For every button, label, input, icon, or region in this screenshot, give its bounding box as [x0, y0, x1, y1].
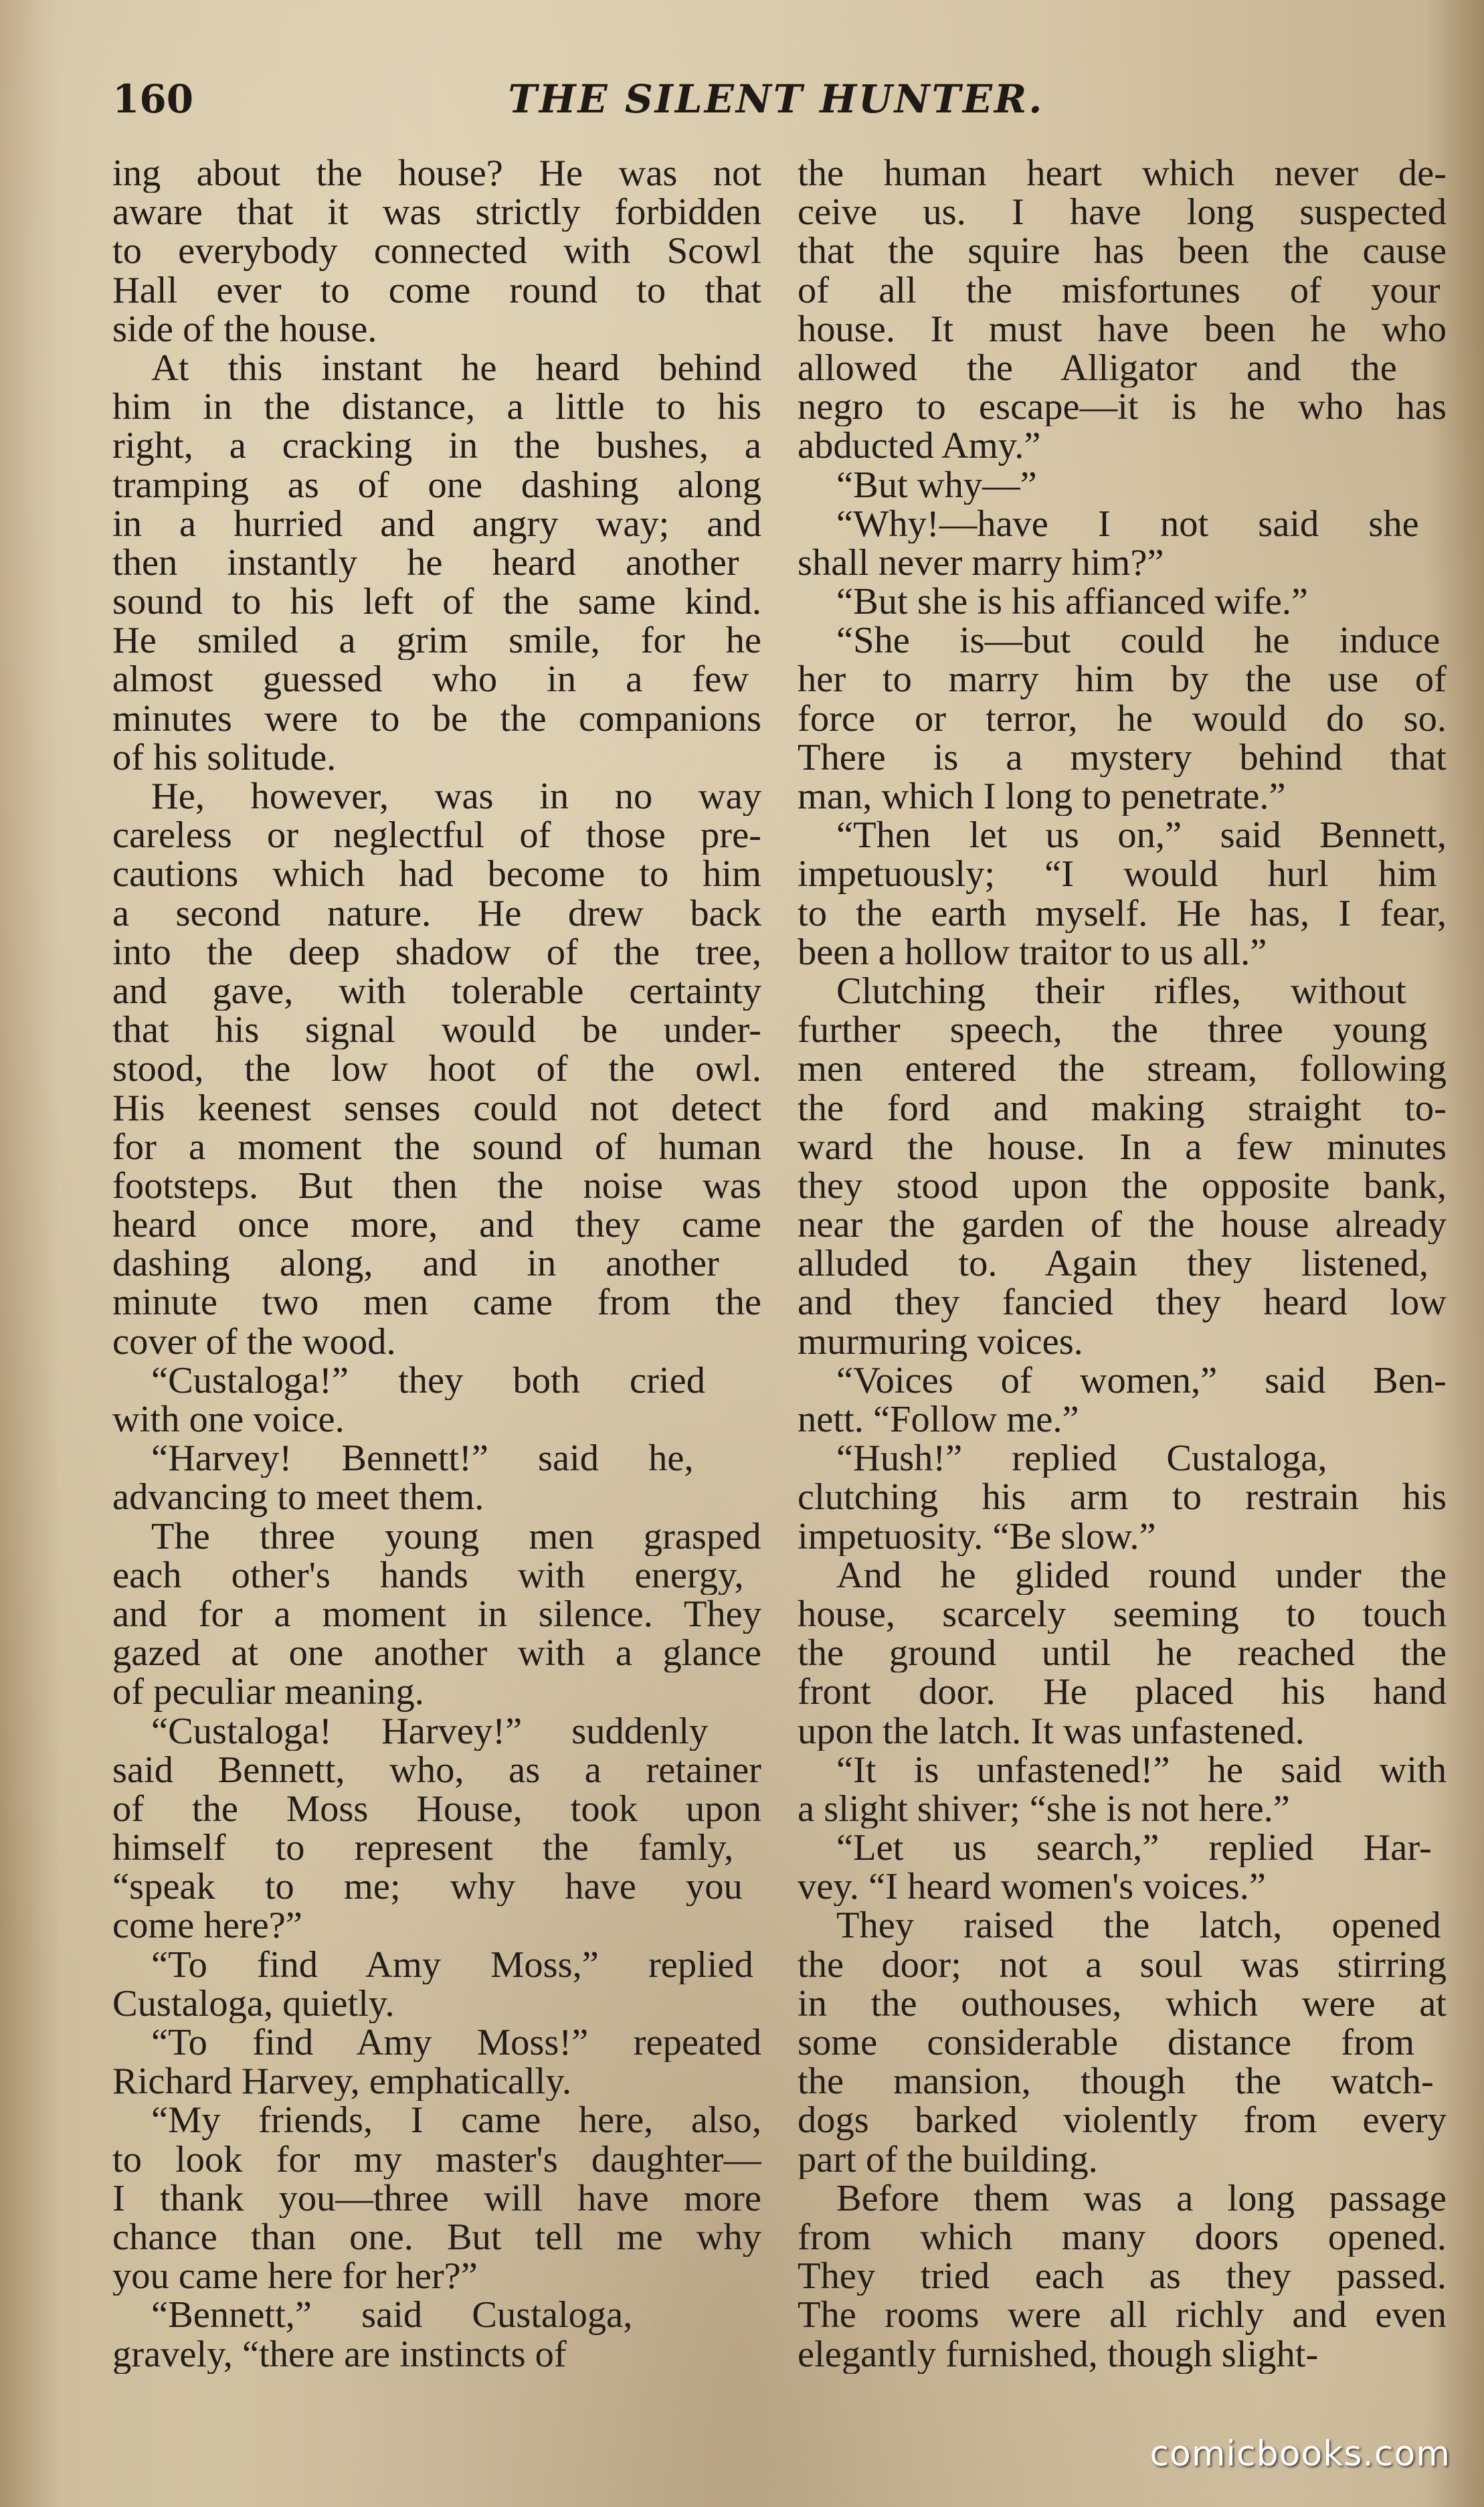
- text-line: ing about the house? He was not: [112, 154, 761, 193]
- text-line: man, which I long to penetrate.”: [798, 777, 1286, 816]
- text-line: come here?”: [112, 1906, 302, 1946]
- text-line: “To find Amy Moss!” repeated: [151, 2023, 761, 2063]
- text-line: the human heart which never de-: [798, 154, 1447, 193]
- text-line: to look for my master's daughter—: [112, 2140, 761, 2179]
- text-line: murmuring voices.: [798, 1322, 1083, 1361]
- text-line: Before them was a long passage: [836, 2178, 1447, 2218]
- text-line: further speech, the three young: [798, 1011, 1428, 1050]
- text-line: careless or neglectful of those pre-: [112, 816, 761, 855]
- text-line: that the squire has been the cause: [798, 232, 1447, 271]
- text-line: part of the building.: [798, 2140, 1098, 2179]
- text-line: been a hollow traitor to us all.”: [798, 932, 1267, 972]
- watermark: comicbooks.com: [1149, 2434, 1451, 2474]
- text-line: “But why—”: [836, 465, 1037, 505]
- text-line: to everybody connected with Scowl: [112, 232, 761, 271]
- text-line: chance than one. But tell me why: [112, 2217, 761, 2257]
- text-line: “To find Amy Moss,” replied: [151, 1945, 753, 1984]
- text-line: There is a mystery behind that: [798, 738, 1447, 777]
- page-number: 160: [112, 76, 194, 122]
- text-line: the ford and making straight to-: [798, 1088, 1447, 1128]
- text-line: clutching his arm to restrain his: [798, 1478, 1447, 1517]
- text-line: some considerable distance from: [798, 2023, 1415, 2063]
- text-line: gazed at one another with a glance: [112, 1634, 761, 1673]
- text-line: minute two men came from the: [112, 1283, 761, 1322]
- text-line: I thank you—three will have more: [112, 2178, 761, 2218]
- text-line: they stood upon the opposite bank,: [798, 1166, 1447, 1206]
- text-line: house, scarcely seeming to touch: [798, 1594, 1447, 1634]
- text-line: impetuosity. “Be slow.”: [798, 1517, 1156, 1556]
- text-line: vey. “I heard women's voices.”: [798, 1867, 1266, 1907]
- text-line: in the outhouses, which were at: [798, 1984, 1447, 2023]
- text-line: “Custaloga!” they both cried: [151, 1361, 705, 1400]
- text-line: and gave, with tolerable certainty: [112, 971, 761, 1011]
- text-line: “Voices of women,” said Ben-: [836, 1361, 1447, 1400]
- text-line: Clutching their rifles, without: [836, 971, 1406, 1011]
- running-head: [100, 72, 1452, 126]
- text-line: He smiled a grim smile, for he: [112, 621, 761, 661]
- text-line: “Hush!” replied Custaloga,: [836, 1439, 1327, 1478]
- text-line: that his signal would be under-: [112, 1011, 761, 1050]
- text-line: front door. He placed his hand: [798, 1672, 1447, 1712]
- text-line: “Why!—have I not said she: [836, 504, 1419, 543]
- text-line: him in the distance, a little to his: [112, 387, 761, 427]
- text-line: of the Moss House, took upon: [112, 1789, 761, 1829]
- text-line: Hall ever to come round to that: [112, 270, 761, 310]
- text-line: aware that it was strictly forbidden: [112, 193, 761, 232]
- text-line: The rooms were all richly and even: [798, 2296, 1447, 2335]
- text-line: the door; not a soul was stirring: [798, 1945, 1447, 1984]
- text-line: then instantly he heard another: [112, 543, 739, 583]
- text-line: Custaloga, quietly.: [112, 1984, 395, 2023]
- text-line: dogs barked violently from every: [798, 2101, 1447, 2140]
- text-line: of his solitude.: [112, 738, 337, 777]
- text-line: heard once more, and they came: [112, 1205, 761, 1245]
- text-line: force or terror, he would do so.: [798, 699, 1447, 738]
- text-line: cover of the wood.: [112, 1322, 396, 1361]
- text-line: of peculiar meaning.: [112, 1672, 424, 1712]
- text-line: They tried each as they passed.: [798, 2257, 1447, 2296]
- text-line: advancing to meet them.: [112, 1478, 484, 1517]
- text-line: impetuously; “I would hurl him: [798, 855, 1437, 894]
- text-line: “speak to me; why have you: [112, 1867, 743, 1907]
- text-line: abducted Amy.”: [798, 426, 1041, 466]
- text-line: “Harvey! Bennett!” said he,: [151, 1439, 694, 1478]
- text-line: “But she is his affianced wife.”: [836, 582, 1308, 622]
- text-line: elegantly furnished, though slight-: [798, 2334, 1319, 2374]
- text-line: “Custaloga! Harvey!” suddenly: [151, 1711, 709, 1751]
- text-line: tramping as of one dashing along: [112, 465, 761, 505]
- text-line: her to marry him by the use of: [798, 660, 1447, 699]
- text-line: alluded to. Again they listened,: [798, 1244, 1428, 1284]
- text-line: “Let us search,” replied Har-: [836, 1828, 1432, 1868]
- text-line: cautions which had become to him: [112, 855, 761, 894]
- text-line: stood, the low hoot of the owl.: [112, 1049, 761, 1089]
- text-line: a slight shiver; “she is not here.”: [798, 1789, 1290, 1829]
- text-line: right, a cracking in the bushes, a: [112, 426, 761, 466]
- text-line: ward the house. In a few minutes: [798, 1127, 1447, 1166]
- text-line: They raised the latch, opened: [836, 1906, 1441, 1946]
- text-line: The three young men grasped: [151, 1517, 761, 1556]
- text-line: sound to his left of the same kind.: [112, 582, 761, 622]
- text-line: said Bennett, who, as a retainer: [112, 1750, 761, 1790]
- text-line: “It is unfastened!” he said with: [836, 1750, 1447, 1790]
- text-line: you came here for her?”: [112, 2257, 478, 2296]
- text-line: himself to represent the famly,: [112, 1828, 734, 1868]
- text-line: with one voice.: [112, 1400, 345, 1440]
- text-line: for a moment the sound of human: [112, 1127, 761, 1166]
- text-line: to the earth myself. He has, I fear,: [798, 893, 1447, 933]
- text-line: “Then let us on,” said Bennett,: [836, 816, 1447, 855]
- text-line: the ground until he reached the: [798, 1634, 1447, 1673]
- text-line: nett. “Follow me.”: [798, 1400, 1079, 1440]
- text-line: in a hurried and angry way; and: [112, 504, 761, 543]
- text-line: almost guessed who in a few: [112, 660, 749, 699]
- text-line: “My friends, I came here, also,: [151, 2101, 761, 2140]
- text-line: into the deep shadow of the tree,: [112, 932, 761, 972]
- text-line: At this instant he heard behind: [151, 348, 761, 388]
- text-line: “She is—but could he induce: [836, 621, 1441, 661]
- text-line: each other's hands with energy,: [112, 1555, 744, 1595]
- text-line: and for a moment in silence. They: [112, 1594, 761, 1634]
- text-line: men entered the stream, following: [798, 1049, 1447, 1089]
- text-line: upon the latch. It was unfastened.: [798, 1711, 1305, 1751]
- text-line: And he glided round under the: [836, 1555, 1447, 1595]
- text-line: minutes were to be the companions: [112, 699, 761, 738]
- text-line: and they fancied they heard low: [798, 1283, 1447, 1322]
- text-line: He, however, was in no way: [151, 777, 761, 816]
- text-line: near the garden of the house already: [798, 1205, 1447, 1245]
- text-line: “Bennett,” said Custaloga,: [151, 2296, 633, 2335]
- text-line: side of the house.: [112, 309, 377, 349]
- text-line: from which many doors opened.: [798, 2217, 1447, 2257]
- left-column: [112, 154, 761, 2374]
- text-line: footsteps. But then the noise was: [112, 1166, 761, 1206]
- text-line: gravely, “there are instincts of: [112, 2334, 567, 2374]
- text-line: allowed the Alligator and the: [798, 348, 1397, 388]
- text-line: Richard Harvey, emphatically.: [112, 2062, 572, 2101]
- text-line: shall never marry him?”: [798, 543, 1164, 583]
- text-line: His keenest senses could not detect: [112, 1088, 761, 1128]
- text-line: ceive us. I have long suspected: [798, 193, 1447, 232]
- text-line: a second nature. He drew back: [112, 893, 761, 933]
- text-line: house. It must have been he who: [798, 309, 1447, 349]
- right-column: [798, 154, 1447, 2374]
- text-line: the mansion, though the watch-: [798, 2062, 1434, 2101]
- text-line: negro to escape—it is he who has: [798, 387, 1447, 427]
- text-line: dashing along, and in another: [112, 1244, 719, 1284]
- text-line: of all the misfortunes of your: [798, 270, 1441, 310]
- book-title: THE SILENT HUNTER.: [508, 76, 1044, 122]
